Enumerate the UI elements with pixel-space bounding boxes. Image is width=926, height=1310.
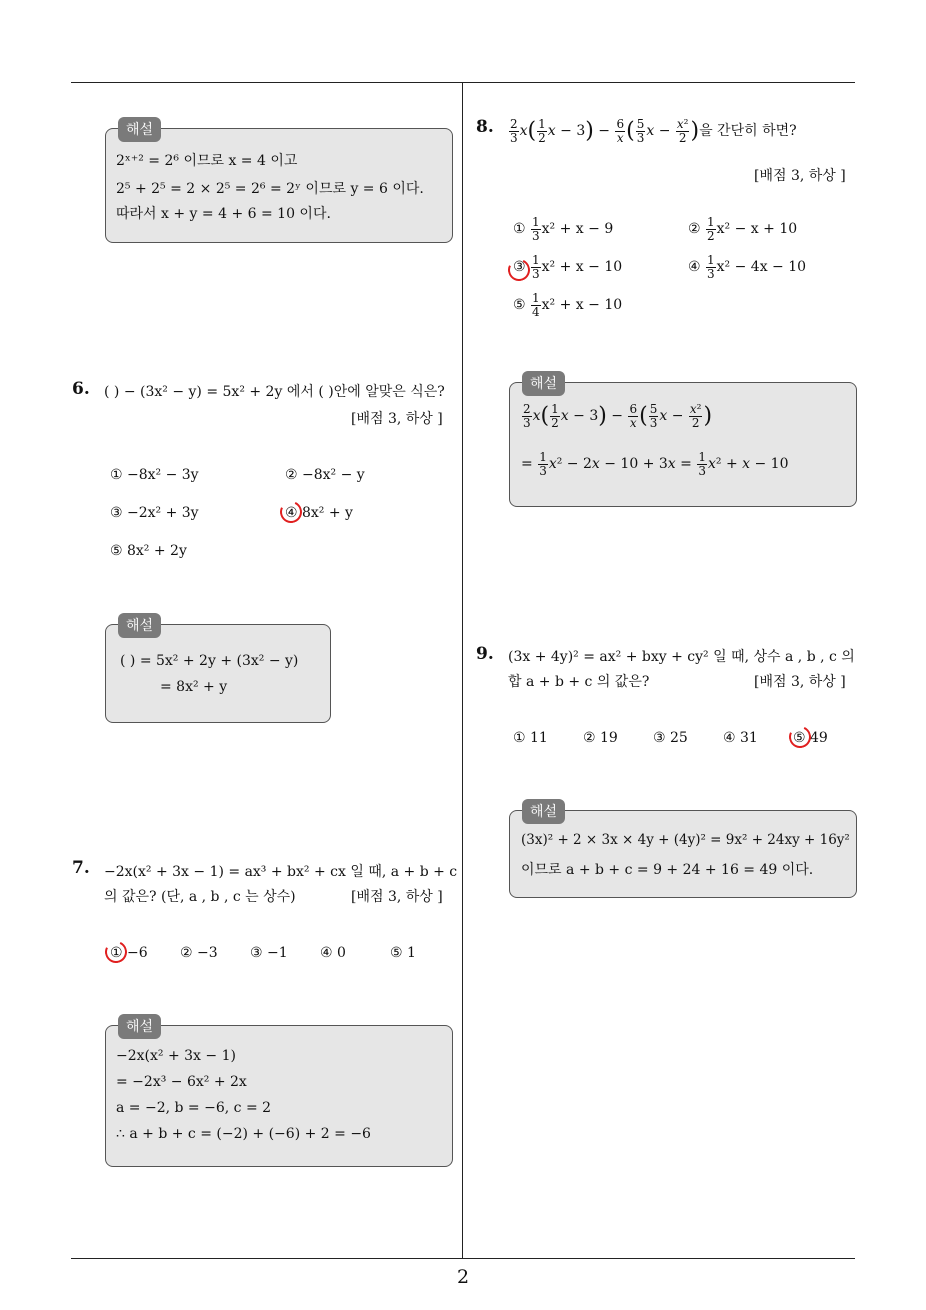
choice[interactable]: ④ $\frac{1}{3}$ x² − 4x − 10: [688, 253, 807, 281]
explanation-tag: 해설: [522, 371, 565, 396]
question-text: 의 값은? (단, a , b , c 는 상수): [104, 889, 296, 905]
choice[interactable]: ② 19: [583, 730, 618, 746]
question-meta: [배점 3, 하상 ]: [754, 168, 846, 184]
choice[interactable]: ⑤ 49: [793, 730, 828, 746]
question-number: 8.: [476, 117, 494, 137]
explanation-line: $\frac{2}{3}$ x( $\frac{1}{2}$ x − 3) − $\frac{6}{x}$ ( $\frac{5}{3}$ x − $\frac{\text{x²}}{2}$ ): [523, 402, 713, 430]
explanation-line: (3x)² + 2 × 3x × 4y + (4y)² = 9x² + 24xy + 16y²: [521, 832, 850, 848]
choice[interactable]: ② −3: [180, 945, 218, 961]
explanation-tag: 해설: [118, 1014, 161, 1039]
q6-explanation-box: [105, 624, 331, 723]
explanation-line: 따라서 x + y = 4 + 6 = 10 이다.: [116, 206, 331, 222]
choice[interactable]: ③ $\frac{1}{3}$ x² + x − 10: [513, 253, 623, 281]
question-text: 합 a + b + c 의 값은?: [508, 674, 650, 690]
q8-explanation-box: [509, 382, 857, 507]
choice[interactable]: ① −6: [110, 945, 148, 961]
explanation-line: 2ˣ⁺² = 2⁶ 이므로 x = 4 이고: [116, 153, 298, 169]
explanation-tag: 해설: [118, 613, 161, 638]
choice[interactable]: ① $\frac{1}{3}$ x² + x − 9: [513, 215, 614, 243]
question-number: 7.: [72, 858, 90, 878]
choice[interactable]: ③ 25: [653, 730, 688, 746]
explanation-line: ∴ a + b + c = (−2) + (−6) + 2 = −6: [116, 1126, 371, 1142]
choice[interactable]: ① 11: [513, 730, 548, 746]
bottom-rule: [71, 1258, 855, 1259]
question-expression: $\frac{2}{3}$ x( $\frac{1}{2}$ x − 3) − $\frac{6}{x}$ ( $\frac{5}{3}$ x − $\frac{\text{x²}}{2}$ )을 간단히 하면?: [510, 117, 797, 145]
choice[interactable]: ② $\frac{1}{2}$ x² − x + 10: [688, 215, 798, 243]
choice[interactable]: ③ −2x² + 3y: [110, 505, 199, 521]
explanation-line: = $\frac{1}{3}$ x² − 2x − 10 + 3x = $\frac{1}{3}$ x² + x − 10: [521, 450, 789, 478]
top-rule: [71, 82, 855, 83]
question-text: ( ) − (3x² − y) = 5x² + 2y 에서 ( )안에 알맞은 식은?: [104, 384, 445, 400]
answer-mark: [102, 938, 130, 966]
question-text: (3x + 4y)² = ax² + bxy + cy² 일 때, 상수 a , b , c 의: [508, 649, 855, 665]
choice[interactable]: ④ 8x² + y: [285, 505, 353, 521]
question-number: 6.: [72, 379, 90, 399]
choice[interactable]: ④ 31: [723, 730, 758, 746]
question-text: −2x(x² + 3x − 1) = ax³ + bx² + cx 일 때, a + b + c: [104, 864, 458, 880]
question-meta: [배점 3, 하상 ]: [351, 411, 443, 427]
choice[interactable]: ⑤ $\frac{1}{4}$ x² + x − 10: [513, 291, 623, 319]
question-meta: [배점 3, 하상 ]: [754, 674, 846, 690]
explanation-line: −2x(x² + 3x − 1): [116, 1048, 236, 1064]
explanation-line: 2⁵ + 2⁵ = 2 × 2⁵ = 2⁶ = 2ʸ 이므로 y = 6 이다.: [116, 181, 424, 197]
explanation-line: 이므로 a + b + c = 9 + 24 + 16 = 49 이다.: [521, 862, 814, 878]
choice[interactable]: ⑤ 8x² + 2y: [110, 543, 187, 559]
explanation-tag: 해설: [522, 799, 565, 824]
question-suffix: 을 간단히 하면?: [699, 123, 797, 140]
q7-explanation-box: [105, 1025, 453, 1167]
choice[interactable]: ⑤ 1: [390, 945, 416, 961]
choice[interactable]: ① −8x² − 3y: [110, 467, 199, 483]
question-meta: [배점 3, 하상 ]: [351, 889, 443, 905]
choice[interactable]: ④ 0: [320, 945, 346, 961]
explanation-line: = −2x³ − 6x² + 2x: [116, 1074, 247, 1090]
answer-mark: [277, 498, 305, 526]
explanation-line: = 8x² + y: [160, 679, 228, 695]
column-divider: [462, 82, 463, 1258]
explanation-line: ( ) = 5x² + 2y + (3x² − y): [120, 653, 299, 669]
explanation-line: a = −2, b = −6, c = 2: [116, 1100, 272, 1116]
question-number: 9.: [476, 644, 494, 664]
choice[interactable]: ② −8x² − y: [285, 467, 365, 483]
choice[interactable]: ③ −1: [250, 945, 288, 961]
answer-mark: [786, 723, 814, 751]
page-number: 2: [456, 1266, 470, 1288]
explanation-tag: 해설: [118, 117, 161, 142]
